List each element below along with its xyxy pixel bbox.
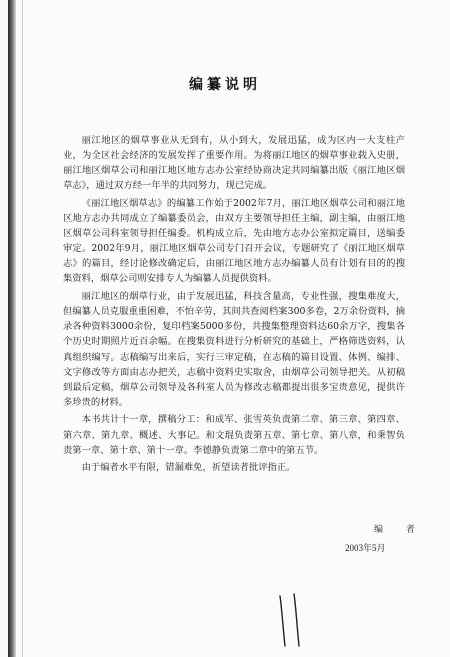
handwritten-page-mark	[270, 590, 310, 650]
binding-line	[22, 0, 23, 657]
paragraph: 由于编者水平有限，错漏难免，祈望读者批评指正。	[81, 462, 296, 474]
binding-edge	[8, 0, 16, 657]
page-title: 编纂说明	[189, 77, 261, 93]
signature-date: 2003年5月	[345, 543, 386, 553]
paragraph: 本书共计十一章，撰稿分工：和成军、张雪英负责第二章、第三章、第四章、第六章、第九章、概述、大事记。和文琨负责第五章、第七章、第八章，和秉智负责第一章、第十章、第十一章。李德静负责第二章中的第五节。	[63, 414, 405, 456]
body-text	[63, 133, 405, 478]
signature-editor: 编 者	[374, 525, 425, 535]
paragraph: 丽江地区的烟草事业从无到有，从小到大，发展迅猛，成为区内一大支柱产业，为全区社会经济的发展发挥了重要作用。为将丽江地区的烟草事业载入史册，丽江地区烟草公司和丽江地区地方志办公室经协商决定共同编纂出版《丽江地区烟草志》，通过双方经一年半的共同努力，现已完成。	[63, 135, 405, 192]
paragraph: 丽江地区的烟草行业，由于发展迅猛，科技含量高，专业性强，搜集难度大，但编纂人员克服重重困难，不怕辛劳，其间共查阅档案300多卷，2万余份资料，摘录各种资料3000余份，复印档案5000多份，共搜集整理资料达60余万字，搜集各个历史时期照片近百余幅。在搜集资料进行分析研究的基础上，严格筛选资料，认真组织编写。志稿编写出来后，实行三审定稿，在志稿的篇目设置、体例、编排、文字修改等方面由志办把关，志稿中资料史实取舍，由烟草公司领导把关。从初稿到最后定稿，烟草公司领导及各科室人员为修改志稿都提出很多宝贵意见，提供许多珍贵的材料。	[63, 291, 405, 408]
paragraph: 《丽江地区烟草志》的编纂工作始于2002年7月，丽江地区烟草公司和丽江地区地方志办共同成立了编纂委员会，由双方主要领导担任主编，副主编，由丽江地区烟草公司科室领导担任编委。机构成立后，先由地方志办公室拟定篇目，送编委审定。2002年9月，丽江地区烟草公司专门召开会议，专题研究了《丽江地区烟草志》的篇目，经讨论修改确定后，由丽江地区地方志办编纂人员有计划有目的的搜集资料，烟草公司则安排专人为编纂人员提供资料。	[63, 197, 405, 285]
